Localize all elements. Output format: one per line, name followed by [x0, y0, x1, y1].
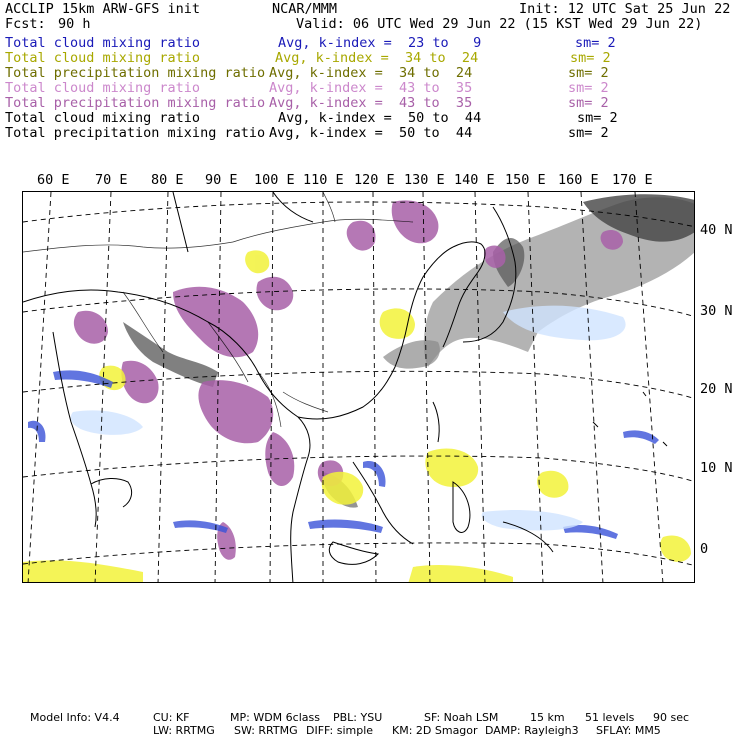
vertical-levels: 51 levels — [585, 711, 635, 724]
legend-row — [5, 36, 735, 51]
latitude-label: 40 N — [700, 222, 733, 238]
legend-row — [5, 126, 735, 141]
eddy-coefficient-option: KM: 2D Smagor — [392, 724, 478, 737]
legend-stat: Avg, k-index = 50 to 44 — [269, 125, 473, 141]
legend-smoothing: sm= 2 — [568, 95, 609, 111]
legend-field-name: Total cloud mixing ratio — [5, 50, 201, 66]
legend-smoothing: sm= 2 — [568, 125, 609, 141]
legend-smoothing: sm= 2 — [568, 80, 609, 96]
legend-stat: Avg, k-index = 50 to 44 — [278, 110, 482, 126]
surface-layer-option: SFLAY: MM5 — [596, 724, 661, 737]
legend-stat: Avg, k-index = 43 to 35 — [269, 80, 473, 96]
legend-row — [5, 81, 735, 96]
longwave-scheme: LW: RRTMG — [153, 724, 215, 737]
grid-spacing: 15 km — [530, 711, 565, 724]
longitude-label: 150 E — [505, 172, 546, 188]
legend-stat: Avg, k-index = 43 to 35 — [269, 95, 473, 111]
longitude-label: 170 E — [612, 172, 653, 188]
forecast-hour: 90 h — [58, 16, 91, 32]
legend-smoothing: sm= 2 — [575, 35, 616, 51]
legend-stat: Avg, k-index = 23 to 9 — [278, 35, 482, 51]
legend-field-name: Total precipitation mixing ratio — [5, 125, 266, 141]
longitude-label: 60 E — [37, 172, 70, 188]
legend-field-name: Total cloud mixing ratio — [5, 35, 201, 51]
legend-row — [5, 66, 735, 81]
microphysics-scheme: MP: WDM 6class — [230, 711, 320, 724]
longitude-label: 70 E — [95, 172, 128, 188]
init-time: Init: 12 UTC Sat 25 Jun 22 — [519, 1, 731, 17]
legend-row — [5, 96, 735, 111]
legend-stat: Avg, k-index = 34 to 24 — [275, 50, 479, 66]
map-panel — [22, 191, 695, 583]
legend-field-name: Total precipitation mixing ratio — [5, 95, 266, 111]
legend-stat: Avg, k-index = 34 to 24 — [269, 65, 473, 81]
latitude-label: 20 N — [700, 381, 733, 397]
shortwave-scheme: SW: RRTMG — [234, 724, 298, 737]
latitude-label: 10 N — [700, 460, 733, 476]
legend-field-name: Total cloud mixing ratio — [5, 80, 201, 96]
legend-field-name: Total precipitation mixing ratio — [5, 65, 266, 81]
legend-smoothing: sm= 2 — [570, 50, 611, 66]
longitude-label: 110 E — [303, 172, 344, 188]
latitude-label: 0 — [700, 541, 709, 557]
longitude-label: 140 E — [454, 172, 495, 188]
map-title: ACCLIP 15km ARW-GFS init — [5, 1, 201, 17]
pbl-scheme: PBL: YSU — [333, 711, 383, 724]
longitude-label: 80 E — [151, 172, 184, 188]
valid-time: Valid: 06 UTC Wed 29 Jun 22 (15 KST Wed 29 Jun 22) — [296, 16, 703, 32]
longitude-label: 130 E — [404, 172, 445, 188]
longitude-label: 100 E — [254, 172, 295, 188]
forecast-label: Fcst: — [5, 16, 46, 32]
latitude-label: 30 N — [700, 303, 733, 319]
cumulus-scheme: CU: KF — [153, 711, 190, 724]
legend-row — [5, 51, 735, 66]
legend-smoothing: sm= 2 — [568, 65, 609, 81]
longitude-label: 120 E — [354, 172, 395, 188]
cloud-blue — [28, 370, 659, 539]
time-step: 90 sec — [653, 711, 690, 724]
map-canvas — [23, 192, 695, 583]
damping-option: DAMP: Rayleigh3 — [485, 724, 579, 737]
diffusion-option: DIFF: simple — [306, 724, 374, 737]
legend-field-name: Total cloud mixing ratio — [5, 110, 201, 126]
legend-smoothing: sm= 2 — [577, 110, 618, 126]
organization-label: NCAR/MMM — [272, 1, 338, 17]
model-version: Model Info: V4.4 — [30, 711, 120, 724]
surface-scheme: SF: Noah LSM — [424, 711, 499, 724]
longitude-label: 160 E — [558, 172, 599, 188]
longitude-label: 90 E — [205, 172, 238, 188]
legend-row — [5, 111, 735, 126]
